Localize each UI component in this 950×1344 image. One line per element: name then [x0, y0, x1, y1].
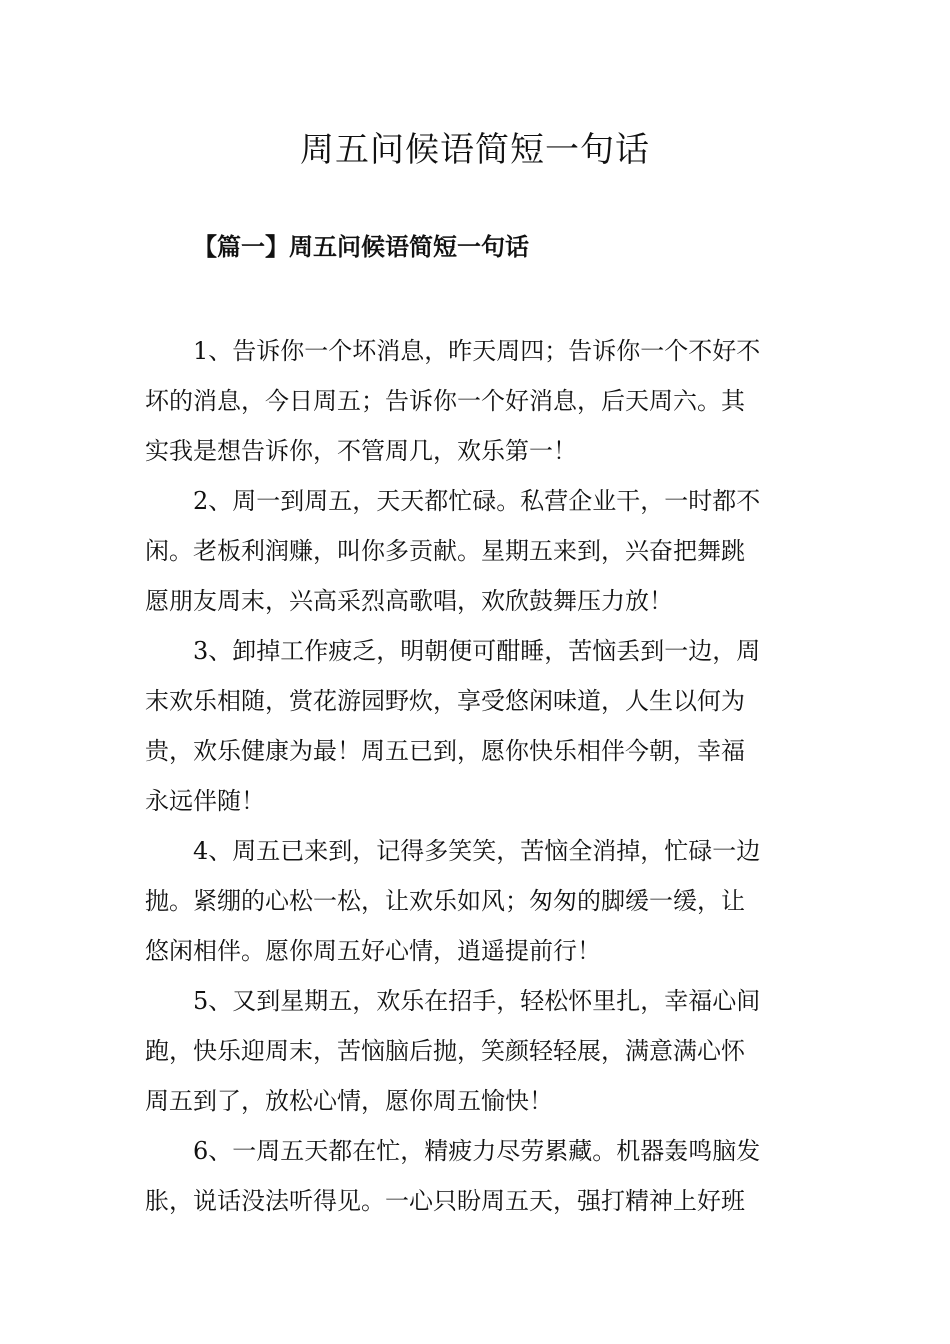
- document-body: [145, 326, 808, 1226]
- paragraph-line: 闲。老板利润赚，叫你多贡献。星期五来到，兴奋把舞跳: [145, 537, 745, 565]
- paragraph-1: [145, 326, 808, 476]
- paragraph-line: 2、周一到周五，天天都忙碌。私营企业干，一时都不: [193, 487, 761, 515]
- paragraph-2: [145, 476, 808, 626]
- paragraph-6: [145, 1126, 808, 1226]
- paragraph-line: 抛。紧绷的心松一松，让欢乐如风；匆匆的脚缓一缓，让: [145, 887, 745, 915]
- paragraph-line: 4、周五已来到，记得多笑笑，苦恼全消掉，忙碌一边: [193, 837, 761, 865]
- paragraph-line: 3、卸掉工作疲乏，明朝便可酣睡，苦恼丢到一边，周: [193, 637, 761, 665]
- paragraph-line: 6、一周五天都在忙，精疲力尽劳累藏。机器轰鸣脑发: [193, 1137, 761, 1165]
- paragraph-line: 愿朋友周末，兴高采烈高歌唱，欢欣鼓舞压力放！: [145, 587, 673, 615]
- section-heading: 【篇一】周五问候语简短一句话: [193, 232, 529, 261]
- paragraph-line: 实我是想告诉你，不管周几，欢乐第一！: [145, 437, 577, 465]
- paragraph-line: 悠闲相伴。愿你周五好心情，逍遥提前行！: [145, 937, 601, 965]
- paragraph-line: 跑，快乐迎周末，苦恼脑后抛，笑颜轻轻展，满意满心怀: [145, 1037, 745, 1065]
- document-title: 周五问候语简短一句话: [300, 130, 650, 170]
- paragraph-line: 永远伴随！: [145, 787, 265, 815]
- paragraph-line: 末欢乐相随，赏花游园野炊，享受悠闲味道，人生以何为: [145, 687, 745, 715]
- paragraph-line: 贵，欢乐健康为最！周五已到，愿你快乐相伴今朝，幸福: [145, 737, 745, 765]
- paragraph-line: 1、告诉你一个坏消息，昨天周四；告诉你一个不好不: [193, 337, 761, 365]
- paragraph-5: [145, 976, 808, 1126]
- paragraph-line: 胀，说话没法听得见。一心只盼周五天，强打精神上好班: [145, 1187, 745, 1215]
- paragraph-line: 周五到了，放松心情，愿你周五愉快！: [145, 1087, 553, 1115]
- paragraph-3: [145, 626, 808, 826]
- paragraph-line: 坏的消息，今日周五；告诉你一个好消息，后天周六。其: [145, 387, 745, 415]
- paragraph-line: 5、又到星期五，欢乐在招手，轻松怀里扎，幸福心间: [193, 987, 761, 1015]
- paragraph-4: [145, 826, 808, 976]
